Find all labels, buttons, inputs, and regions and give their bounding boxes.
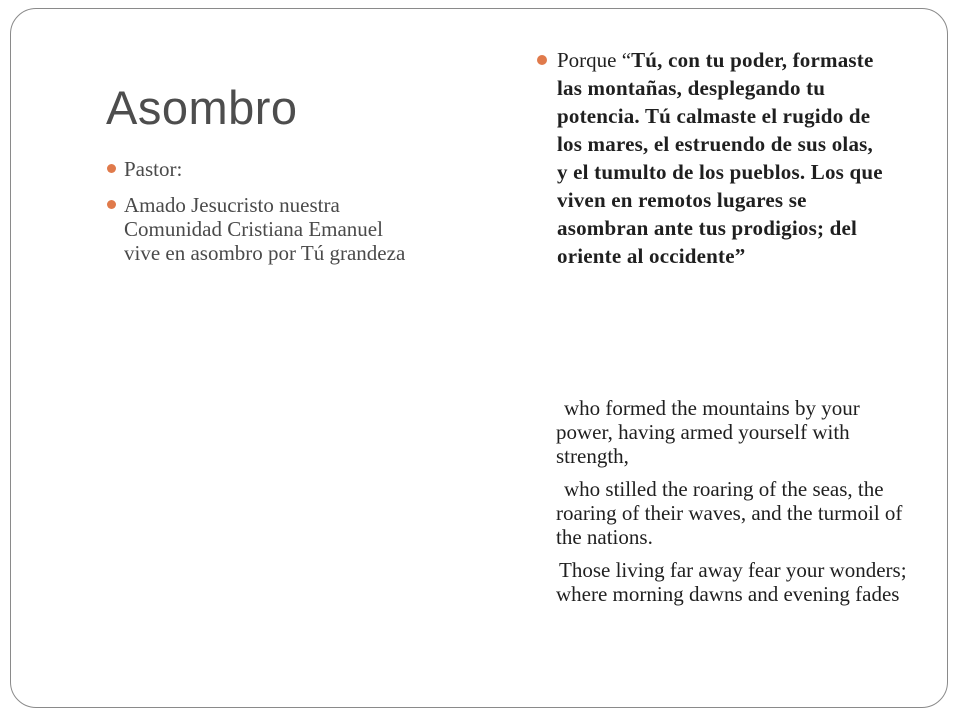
left-bullet-list	[124, 157, 414, 277]
bullet-item-prayer	[124, 193, 414, 265]
right-bullet-list	[557, 46, 887, 270]
bullet-dot-icon	[537, 55, 547, 65]
slide-title: Asombro	[106, 81, 298, 134]
bullet-item-pastor	[124, 157, 414, 181]
bullet-dot-icon	[107, 200, 116, 209]
bullet-dot-icon	[107, 164, 116, 173]
bullet-text: Pastor:	[124, 157, 183, 181]
bullet-text: Amado Jesucristo nuestra Comunidad Cristiana Emanuel vive en asombro por Tú grandeza	[124, 193, 406, 265]
english-line: who stilled the roaring of the seas, the roaring of their waves, and the turmoil of the nations.	[556, 477, 903, 549]
english-line: Those living far away fear your wonders; where morning dawns and evening fades	[556, 558, 907, 606]
scripture-english-block	[556, 396, 916, 615]
scripture-quote-spanish: Tú, con tu poder, formaste las montañas, desplegando tu potencia. Tú calmaste el rugido de los mares, el estruendo de sus olas, y el tumulto de los pueblos. Los que viven en remotos lugares se asombran ante tus prodigios; del oriente al occidente”	[557, 48, 883, 268]
scripture-intro: Porque “	[557, 48, 632, 72]
bullet-item-scripture-spanish	[557, 46, 887, 270]
english-line: who formed the mountains by your power, having armed yourself with strength,	[556, 396, 860, 468]
